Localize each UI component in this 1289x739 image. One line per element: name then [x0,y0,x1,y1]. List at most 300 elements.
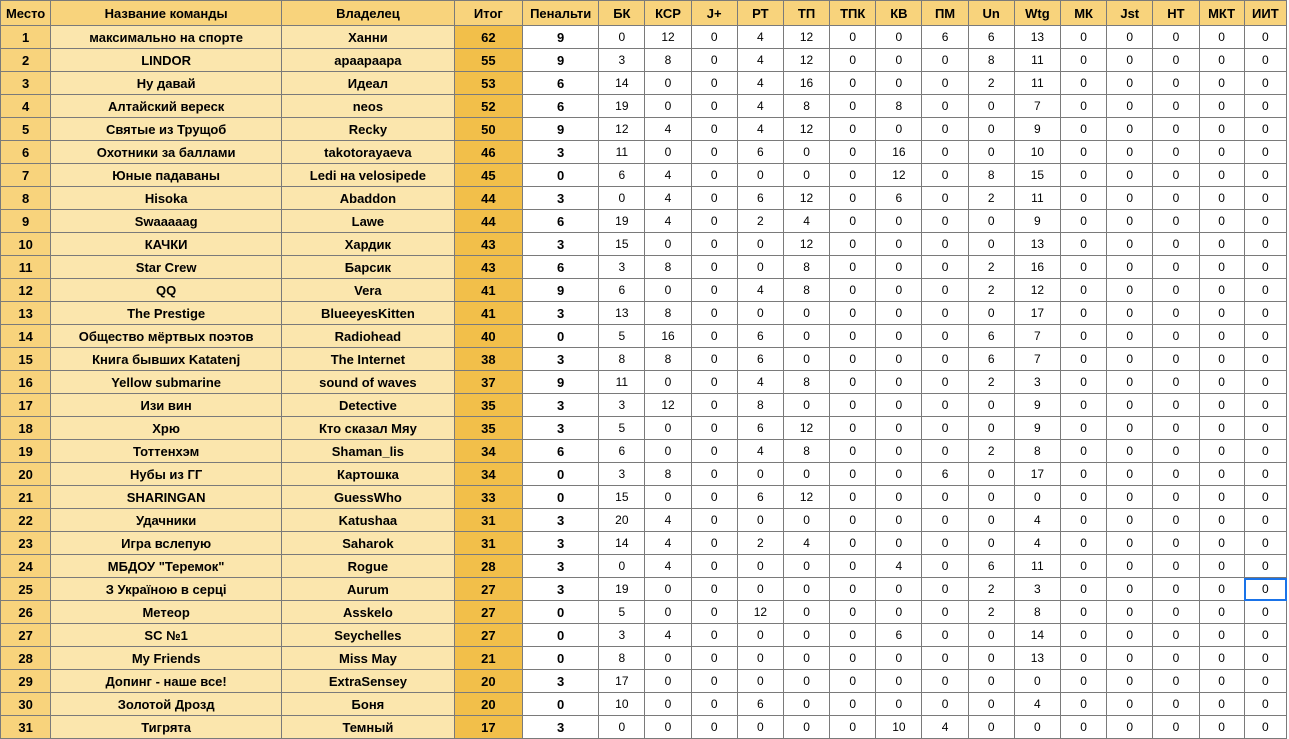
cell-team-name[interactable]: Swaaaaag [51,210,282,233]
cell-j-plus[interactable]: 0 [691,670,737,693]
cell-ksr[interactable]: 8 [645,463,691,486]
cell-mk[interactable]: 0 [1060,141,1106,164]
cell-wtg[interactable]: 3 [1014,371,1060,394]
cell-penalty[interactable]: 3 [522,578,598,601]
cell-nt[interactable]: 0 [1153,233,1199,256]
cell-bk[interactable]: 3 [599,256,645,279]
cell-nt[interactable]: 0 [1153,302,1199,325]
cell-iit[interactable]: 0 [1244,164,1286,187]
cell-tpk[interactable]: 0 [830,417,876,440]
cell-place[interactable]: 5 [1,118,51,141]
cell-mk[interactable]: 0 [1060,716,1106,739]
cell-mkt[interactable]: 0 [1199,394,1244,417]
cell-bk[interactable]: 12 [599,118,645,141]
cell-kv[interactable]: 0 [876,394,922,417]
header-tpk[interactable]: ТПК [830,1,876,26]
cell-tp[interactable]: 0 [783,141,829,164]
cell-mk[interactable]: 0 [1060,601,1106,624]
cell-rt[interactable]: 4 [737,26,783,49]
cell-tpk[interactable]: 0 [830,532,876,555]
cell-owner[interactable]: Katushaa [282,509,455,532]
cell-kv[interactable]: 0 [876,693,922,716]
cell-team-name[interactable]: Метеор [51,601,282,624]
cell-place[interactable]: 20 [1,463,51,486]
cell-place[interactable]: 22 [1,509,51,532]
cell-owner[interactable]: GuessWho [282,486,455,509]
cell-nt[interactable]: 0 [1153,716,1199,739]
cell-rt[interactable]: 6 [737,141,783,164]
cell-rt[interactable]: 4 [737,118,783,141]
cell-tp[interactable]: 0 [783,670,829,693]
cell-tp[interactable]: 12 [783,187,829,210]
cell-mk[interactable]: 0 [1060,440,1106,463]
cell-kv[interactable]: 0 [876,486,922,509]
cell-tpk[interactable]: 0 [830,486,876,509]
cell-kv[interactable]: 0 [876,601,922,624]
cell-nt[interactable]: 0 [1153,187,1199,210]
cell-jst[interactable]: 0 [1107,555,1153,578]
cell-mkt[interactable]: 0 [1199,578,1244,601]
cell-rt[interactable]: 0 [737,670,783,693]
cell-pm[interactable]: 6 [922,463,968,486]
cell-owner[interactable]: Miss May [282,647,455,670]
cell-jst[interactable]: 0 [1107,601,1153,624]
cell-pm[interactable]: 0 [922,256,968,279]
cell-bk[interactable]: 0 [599,716,645,739]
cell-place[interactable]: 17 [1,394,51,417]
cell-un[interactable]: 8 [968,49,1014,72]
cell-team-name[interactable]: Золотой Дрозд [51,693,282,716]
cell-total[interactable]: 43 [454,256,522,279]
cell-j-plus[interactable]: 0 [691,141,737,164]
cell-ksr[interactable]: 4 [645,532,691,555]
cell-penalty[interactable]: 0 [522,693,598,716]
cell-j-plus[interactable]: 0 [691,440,737,463]
cell-pm[interactable]: 0 [922,279,968,302]
cell-un[interactable]: 2 [968,72,1014,95]
cell-nt[interactable]: 0 [1153,463,1199,486]
cell-jst[interactable]: 0 [1107,233,1153,256]
cell-owner[interactable]: Detective [282,394,455,417]
cell-total[interactable]: 35 [454,417,522,440]
cell-place[interactable]: 3 [1,72,51,95]
cell-place[interactable]: 8 [1,187,51,210]
cell-tpk[interactable]: 0 [830,670,876,693]
header-owner[interactable]: Владелец [282,1,455,26]
cell-tpk[interactable]: 0 [830,187,876,210]
cell-mk[interactable]: 0 [1060,647,1106,670]
cell-jst[interactable]: 0 [1107,670,1153,693]
cell-team-name[interactable]: Святые из Трущоб [51,118,282,141]
cell-team-name[interactable]: QQ [51,279,282,302]
cell-mkt[interactable]: 0 [1199,72,1244,95]
cell-j-plus[interactable]: 0 [691,187,737,210]
cell-pm[interactable]: 0 [922,578,968,601]
cell-jst[interactable]: 0 [1107,118,1153,141]
cell-pm[interactable]: 0 [922,440,968,463]
cell-total[interactable]: 41 [454,302,522,325]
cell-ksr[interactable]: 16 [645,325,691,348]
header-team-name[interactable]: Название команды [51,1,282,26]
cell-owner[interactable]: Recky [282,118,455,141]
cell-wtg[interactable]: 9 [1014,118,1060,141]
cell-bk[interactable]: 15 [599,233,645,256]
cell-tpk[interactable]: 0 [830,164,876,187]
cell-penalty[interactable]: 0 [522,463,598,486]
cell-iit[interactable]: 0 [1244,440,1286,463]
cell-team-name[interactable]: Тигрята [51,716,282,739]
cell-mk[interactable]: 0 [1060,348,1106,371]
cell-rt[interactable]: 6 [737,325,783,348]
cell-mkt[interactable]: 0 [1199,509,1244,532]
cell-wtg[interactable]: 8 [1014,440,1060,463]
cell-iit[interactable]: 0 [1244,578,1286,601]
cell-mkt[interactable]: 0 [1199,693,1244,716]
cell-kv[interactable]: 6 [876,624,922,647]
cell-j-plus[interactable]: 0 [691,394,737,417]
cell-rt[interactable]: 4 [737,49,783,72]
cell-kv[interactable]: 10 [876,716,922,739]
cell-tpk[interactable]: 0 [830,394,876,417]
cell-j-plus[interactable]: 0 [691,279,737,302]
cell-total[interactable]: 27 [454,601,522,624]
cell-place[interactable]: 15 [1,348,51,371]
cell-penalty[interactable]: 0 [522,647,598,670]
header-un[interactable]: Un [968,1,1014,26]
cell-un[interactable]: 2 [968,601,1014,624]
cell-un[interactable]: 0 [968,647,1014,670]
cell-un[interactable]: 2 [968,371,1014,394]
cell-ksr[interactable]: 0 [645,95,691,118]
cell-un[interactable]: 0 [968,417,1014,440]
cell-wtg[interactable]: 12 [1014,279,1060,302]
cell-tpk[interactable]: 0 [830,624,876,647]
cell-jst[interactable]: 0 [1107,141,1153,164]
cell-pm[interactable]: 0 [922,302,968,325]
cell-tp[interactable]: 12 [783,486,829,509]
cell-mkt[interactable]: 0 [1199,141,1244,164]
cell-tp[interactable]: 12 [783,49,829,72]
cell-owner[interactable]: BlueeyesKitten [282,302,455,325]
cell-tpk[interactable]: 0 [830,325,876,348]
cell-penalty[interactable]: 6 [522,95,598,118]
cell-j-plus[interactable]: 0 [691,164,737,187]
cell-place[interactable]: 24 [1,555,51,578]
cell-penalty[interactable]: 9 [522,49,598,72]
cell-mk[interactable]: 0 [1060,49,1106,72]
cell-rt[interactable]: 6 [737,348,783,371]
cell-wtg[interactable]: 0 [1014,486,1060,509]
header-nt[interactable]: НТ [1153,1,1199,26]
cell-pm[interactable]: 0 [922,210,968,233]
cell-ksr[interactable]: 0 [645,647,691,670]
header-mk[interactable]: МК [1060,1,1106,26]
cell-rt[interactable]: 0 [737,555,783,578]
cell-team-name[interactable]: SHARINGAN [51,486,282,509]
cell-wtg[interactable]: 11 [1014,72,1060,95]
cell-mk[interactable]: 0 [1060,187,1106,210]
cell-mk[interactable]: 0 [1060,463,1106,486]
cell-jst[interactable]: 0 [1107,164,1153,187]
cell-owner[interactable]: sound of waves [282,371,455,394]
cell-tp[interactable]: 8 [783,95,829,118]
cell-jst[interactable]: 0 [1107,279,1153,302]
cell-tp[interactable]: 4 [783,532,829,555]
cell-place[interactable]: 13 [1,302,51,325]
cell-iit[interactable]: 0 [1244,302,1286,325]
cell-mkt[interactable]: 0 [1199,555,1244,578]
cell-place[interactable]: 19 [1,440,51,463]
cell-un[interactable]: 0 [968,486,1014,509]
cell-jst[interactable]: 0 [1107,578,1153,601]
cell-ksr[interactable]: 8 [645,302,691,325]
cell-owner[interactable]: Ханни [282,26,455,49]
cell-wtg[interactable]: 11 [1014,187,1060,210]
cell-mkt[interactable]: 0 [1199,716,1244,739]
cell-un[interactable]: 0 [968,233,1014,256]
cell-bk[interactable]: 19 [599,578,645,601]
cell-rt[interactable]: 2 [737,210,783,233]
cell-owner[interactable]: Ledi на velosipede [282,164,455,187]
cell-place[interactable]: 16 [1,371,51,394]
cell-bk[interactable]: 6 [599,279,645,302]
cell-kv[interactable]: 0 [876,26,922,49]
cell-penalty[interactable]: 6 [522,72,598,95]
cell-un[interactable]: 2 [968,279,1014,302]
cell-tpk[interactable]: 0 [830,95,876,118]
cell-bk[interactable]: 3 [599,49,645,72]
cell-place[interactable]: 11 [1,256,51,279]
cell-jst[interactable]: 0 [1107,463,1153,486]
cell-total[interactable]: 27 [454,624,522,647]
cell-iit[interactable]: 0 [1244,187,1286,210]
cell-team-name[interactable]: Допинг - наше все! [51,670,282,693]
cell-un[interactable]: 0 [968,394,1014,417]
cell-mk[interactable]: 0 [1060,578,1106,601]
cell-pm[interactable]: 0 [922,164,968,187]
cell-owner[interactable]: ExtraSensey [282,670,455,693]
cell-pm[interactable]: 0 [922,417,968,440]
cell-j-plus[interactable]: 0 [691,601,737,624]
cell-jst[interactable]: 0 [1107,486,1153,509]
cell-iit[interactable]: 0 [1244,532,1286,555]
cell-team-name[interactable]: Охотники за баллами [51,141,282,164]
cell-tp[interactable]: 0 [783,164,829,187]
cell-place[interactable]: 4 [1,95,51,118]
cell-ksr[interactable]: 4 [645,555,691,578]
cell-tpk[interactable]: 0 [830,601,876,624]
cell-pm[interactable]: 0 [922,394,968,417]
cell-owner[interactable]: The Internet [282,348,455,371]
cell-rt[interactable]: 0 [737,256,783,279]
cell-pm[interactable]: 0 [922,187,968,210]
cell-wtg[interactable]: 9 [1014,210,1060,233]
cell-tp[interactable]: 0 [783,509,829,532]
cell-nt[interactable]: 0 [1153,371,1199,394]
cell-ksr[interactable]: 4 [645,624,691,647]
cell-bk[interactable]: 14 [599,532,645,555]
cell-tpk[interactable]: 0 [830,26,876,49]
cell-mk[interactable]: 0 [1060,693,1106,716]
cell-un[interactable]: 2 [968,187,1014,210]
cell-rt[interactable]: 4 [737,440,783,463]
cell-ksr[interactable]: 0 [645,578,691,601]
cell-mkt[interactable]: 0 [1199,95,1244,118]
cell-rt[interactable]: 4 [737,72,783,95]
header-kv[interactable]: КВ [876,1,922,26]
cell-ksr[interactable]: 0 [645,486,691,509]
cell-penalty[interactable]: 3 [522,348,598,371]
cell-nt[interactable]: 0 [1153,256,1199,279]
cell-mk[interactable]: 0 [1060,233,1106,256]
cell-tp[interactable]: 0 [783,601,829,624]
cell-total[interactable]: 53 [454,72,522,95]
cell-tpk[interactable]: 0 [830,647,876,670]
cell-un[interactable]: 2 [968,256,1014,279]
cell-nt[interactable]: 0 [1153,325,1199,348]
cell-wtg[interactable]: 8 [1014,601,1060,624]
cell-team-name[interactable]: Алтайский вереск [51,95,282,118]
cell-jst[interactable]: 0 [1107,509,1153,532]
cell-tp[interactable]: 0 [783,394,829,417]
cell-kv[interactable]: 0 [876,417,922,440]
cell-mkt[interactable]: 0 [1199,417,1244,440]
cell-total[interactable]: 50 [454,118,522,141]
cell-kv[interactable]: 0 [876,578,922,601]
cell-owner[interactable]: Хардик [282,233,455,256]
cell-un[interactable]: 6 [968,555,1014,578]
cell-total[interactable]: 44 [454,210,522,233]
cell-mk[interactable]: 0 [1060,670,1106,693]
cell-tp[interactable]: 0 [783,716,829,739]
cell-un[interactable]: 6 [968,26,1014,49]
cell-kv[interactable]: 0 [876,233,922,256]
cell-nt[interactable]: 0 [1153,647,1199,670]
cell-mk[interactable]: 0 [1060,95,1106,118]
cell-rt[interactable]: 6 [737,187,783,210]
cell-kv[interactable]: 0 [876,532,922,555]
cell-iit[interactable]: 0 [1244,49,1286,72]
cell-j-plus[interactable]: 0 [691,555,737,578]
cell-total[interactable]: 33 [454,486,522,509]
header-mkt[interactable]: МКТ [1199,1,1244,26]
cell-bk[interactable]: 6 [599,440,645,463]
cell-jst[interactable]: 0 [1107,417,1153,440]
cell-iit[interactable]: 0 [1244,486,1286,509]
cell-place[interactable]: 18 [1,417,51,440]
cell-tp[interactable]: 0 [783,578,829,601]
cell-kv[interactable]: 0 [876,256,922,279]
cell-j-plus[interactable]: 0 [691,716,737,739]
cell-place[interactable]: 14 [1,325,51,348]
cell-bk[interactable]: 8 [599,348,645,371]
cell-total[interactable]: 45 [454,164,522,187]
cell-pm[interactable]: 0 [922,601,968,624]
cell-mk[interactable]: 0 [1060,394,1106,417]
cell-tp[interactable]: 0 [783,302,829,325]
cell-ksr[interactable]: 0 [645,670,691,693]
cell-jst[interactable]: 0 [1107,302,1153,325]
cell-wtg[interactable]: 11 [1014,555,1060,578]
cell-tpk[interactable]: 0 [830,716,876,739]
cell-bk[interactable]: 6 [599,164,645,187]
cell-rt[interactable]: 6 [737,693,783,716]
cell-mk[interactable]: 0 [1060,118,1106,141]
cell-pm[interactable]: 0 [922,486,968,509]
cell-pm[interactable]: 0 [922,555,968,578]
cell-mkt[interactable]: 0 [1199,670,1244,693]
header-bk[interactable]: БК [599,1,645,26]
cell-wtg[interactable]: 13 [1014,26,1060,49]
cell-penalty[interactable]: 3 [522,302,598,325]
cell-penalty[interactable]: 0 [522,486,598,509]
cell-mkt[interactable]: 0 [1199,440,1244,463]
cell-pm[interactable]: 0 [922,348,968,371]
cell-rt[interactable]: 4 [737,371,783,394]
cell-kv[interactable]: 4 [876,555,922,578]
cell-wtg[interactable]: 0 [1014,716,1060,739]
cell-total[interactable]: 43 [454,233,522,256]
cell-bk[interactable]: 5 [599,417,645,440]
header-jst[interactable]: Jst [1107,1,1153,26]
cell-iit[interactable]: 0 [1244,118,1286,141]
cell-nt[interactable]: 0 [1153,141,1199,164]
cell-place[interactable]: 1 [1,26,51,49]
cell-pm[interactable]: 0 [922,693,968,716]
cell-place[interactable]: 28 [1,647,51,670]
cell-penalty[interactable]: 3 [522,233,598,256]
cell-mk[interactable]: 0 [1060,624,1106,647]
cell-kv[interactable]: 0 [876,118,922,141]
cell-wtg[interactable]: 7 [1014,95,1060,118]
cell-tpk[interactable]: 0 [830,348,876,371]
cell-jst[interactable]: 0 [1107,348,1153,371]
cell-j-plus[interactable]: 0 [691,118,737,141]
cell-pm[interactable]: 0 [922,95,968,118]
cell-tpk[interactable]: 0 [830,72,876,95]
cell-ksr[interactable]: 8 [645,49,691,72]
cell-tp[interactable]: 0 [783,555,829,578]
cell-team-name[interactable]: Нубы из ГГ [51,463,282,486]
cell-jst[interactable]: 0 [1107,256,1153,279]
cell-penalty[interactable]: 3 [522,394,598,417]
cell-pm[interactable]: 0 [922,624,968,647]
cell-penalty[interactable]: 3 [522,141,598,164]
cell-ksr[interactable]: 0 [645,371,691,394]
cell-total[interactable]: 20 [454,693,522,716]
cell-rt[interactable]: 6 [737,486,783,509]
cell-kv[interactable]: 0 [876,440,922,463]
cell-j-plus[interactable]: 0 [691,624,737,647]
cell-pm[interactable]: 0 [922,233,968,256]
cell-kv[interactable]: 0 [876,72,922,95]
cell-nt[interactable]: 0 [1153,348,1199,371]
cell-j-plus[interactable]: 0 [691,463,737,486]
cell-rt[interactable]: 0 [737,716,783,739]
cell-ksr[interactable]: 4 [645,118,691,141]
cell-mkt[interactable]: 0 [1199,279,1244,302]
cell-place[interactable]: 30 [1,693,51,716]
cell-un[interactable]: 0 [968,670,1014,693]
cell-kv[interactable]: 12 [876,164,922,187]
cell-team-name[interactable]: Игра вслепую [51,532,282,555]
cell-owner[interactable]: Барсик [282,256,455,279]
cell-bk[interactable]: 8 [599,647,645,670]
cell-un[interactable]: 0 [968,95,1014,118]
cell-iit[interactable]: 0 [1244,26,1286,49]
cell-mkt[interactable]: 0 [1199,371,1244,394]
cell-j-plus[interactable]: 0 [691,486,737,509]
